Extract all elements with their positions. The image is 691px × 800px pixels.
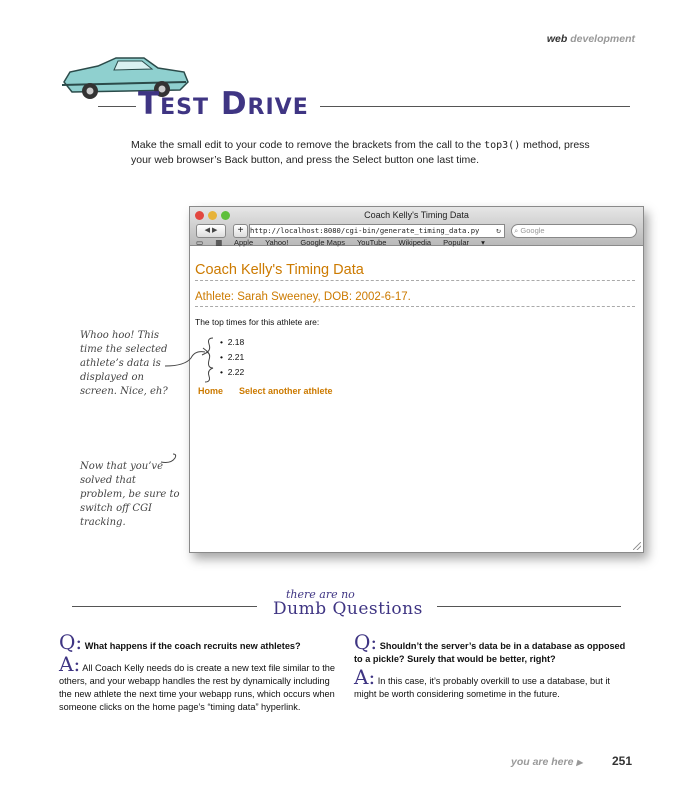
bookmark-wikipedia[interactable]: Wikipedia [398, 238, 432, 247]
dq-heading: Dumb Questions [273, 599, 423, 619]
back-forward-buttons[interactable] [196, 224, 226, 238]
bookmark-youtube[interactable]: YouTube [356, 238, 387, 247]
dq-rule-right [437, 606, 621, 607]
dq-rule-left [72, 606, 257, 607]
address-bar[interactable] [249, 224, 505, 238]
time-value-2: 2.21 [227, 352, 245, 362]
url-text: http://localhost:8080/cgi-bin/generate_timing_data.py [250, 226, 480, 235]
bookmark-yahoo[interactable]: Yahoo! [265, 238, 289, 247]
answer-2 [354, 665, 634, 701]
section-tag [547, 33, 635, 45]
title-rule-left [98, 106, 136, 107]
top-times-label: The top times for this athlete are: [195, 317, 320, 327]
intro-code: top3() [484, 140, 521, 151]
time-item-2: • 2.21 [220, 352, 245, 362]
bookmark-popular-label: Popular [443, 238, 470, 247]
time-item-3: • 2.22 [220, 367, 245, 377]
time-item-1: • 2.18 [220, 337, 245, 347]
bookmark-google-maps[interactable]: Google Maps [300, 238, 346, 247]
question-2 [354, 630, 634, 666]
browser-titlebar [190, 207, 643, 246]
back-arrow-icon[interactable]: ◀ [204, 227, 211, 234]
note-switch-off-cgi: Now that you’ve solved that problem, be sure to switch off CGI tracking. [80, 461, 180, 528]
grid-icon[interactable]: ▦ [215, 238, 223, 247]
select-another-athlete-link[interactable]: Select another athlete [239, 386, 333, 396]
search-input[interactable] [511, 224, 637, 238]
time-value-3: 2.22 [227, 367, 245, 377]
resize-grip[interactable] [633, 542, 641, 550]
note-selected-athlete: Whoo hoo! This time the selected athlete’s data is displayed on screen. Nice, eh? [80, 330, 168, 397]
bookmark-apple[interactable]: Apple [233, 238, 254, 247]
you-are-here-text: you are here [511, 756, 574, 768]
browser-window [189, 206, 644, 553]
time-value-1: 2.18 [227, 337, 245, 347]
intro-text-1: Make the small edit to your code to remove the brackets from the call to the [131, 139, 485, 151]
section-word-development: development [570, 33, 635, 45]
qa-column-right [354, 630, 634, 701]
intro-text-2: method, press your web browser’s Back button, and press the Select button one last time. [131, 139, 590, 166]
bookmark-popular[interactable] [443, 238, 495, 247]
dq-heading-small: there are no [286, 588, 355, 601]
question-2-text: Shouldn’t the server’s data be in a database as opposed to a pickle? Surely that would be better, right? [354, 641, 626, 664]
intro-paragraph [131, 138, 611, 167]
bookmarks-bar [196, 238, 505, 247]
book-icon[interactable]: ▭ [196, 238, 204, 247]
page-number: 251 [612, 754, 633, 768]
answer-1-text: All Coach Kelly needs do is create a new text file similar to the others, and your webapp handles the rest by dynamically including the new athlete the next time your webapp runs, which occurs when someone clicks on the home page’s “timing data” hyperlink. [59, 663, 336, 712]
window-title: Coach Kelly's Timing Data [364, 210, 469, 220]
answer-2-text: In this case, it’s probably overkill to use a database, but it might be worth considering sometime in the future. [354, 676, 610, 699]
qa-column-left [59, 630, 339, 714]
home-link[interactable]: Home [198, 386, 224, 396]
question-1 [59, 630, 339, 654]
q-marker: Q: [59, 630, 83, 654]
question-1-text: What happens if the coach recruits new athletes? [84, 641, 301, 651]
search-placeholder: Google [520, 226, 545, 235]
q-marker: Q: [354, 630, 378, 654]
chevron-down-icon: ▾ [481, 238, 485, 247]
reload-icon[interactable]: ↻ [496, 226, 501, 235]
title-rule-right [320, 106, 630, 107]
athlete-heading: Athlete: Sarah Sweeney, DOB: 2002-6-17. [195, 291, 635, 307]
page-heading: Coach Kelly's Timing Data [195, 262, 635, 281]
add-bookmark-button[interactable] [233, 224, 248, 238]
triangle-right-icon: ▶ [576, 758, 583, 767]
page-title: Test Drive [138, 86, 309, 122]
answer-1 [59, 652, 339, 714]
a-marker: A: [354, 665, 376, 689]
section-word-web: web [546, 33, 568, 45]
search-icon: ⌕ [512, 226, 519, 235]
you-are-here [511, 756, 583, 768]
forward-arrow-icon[interactable]: ▶ [211, 227, 218, 234]
plus-icon: + [237, 225, 244, 236]
a-marker: A: [59, 652, 81, 676]
